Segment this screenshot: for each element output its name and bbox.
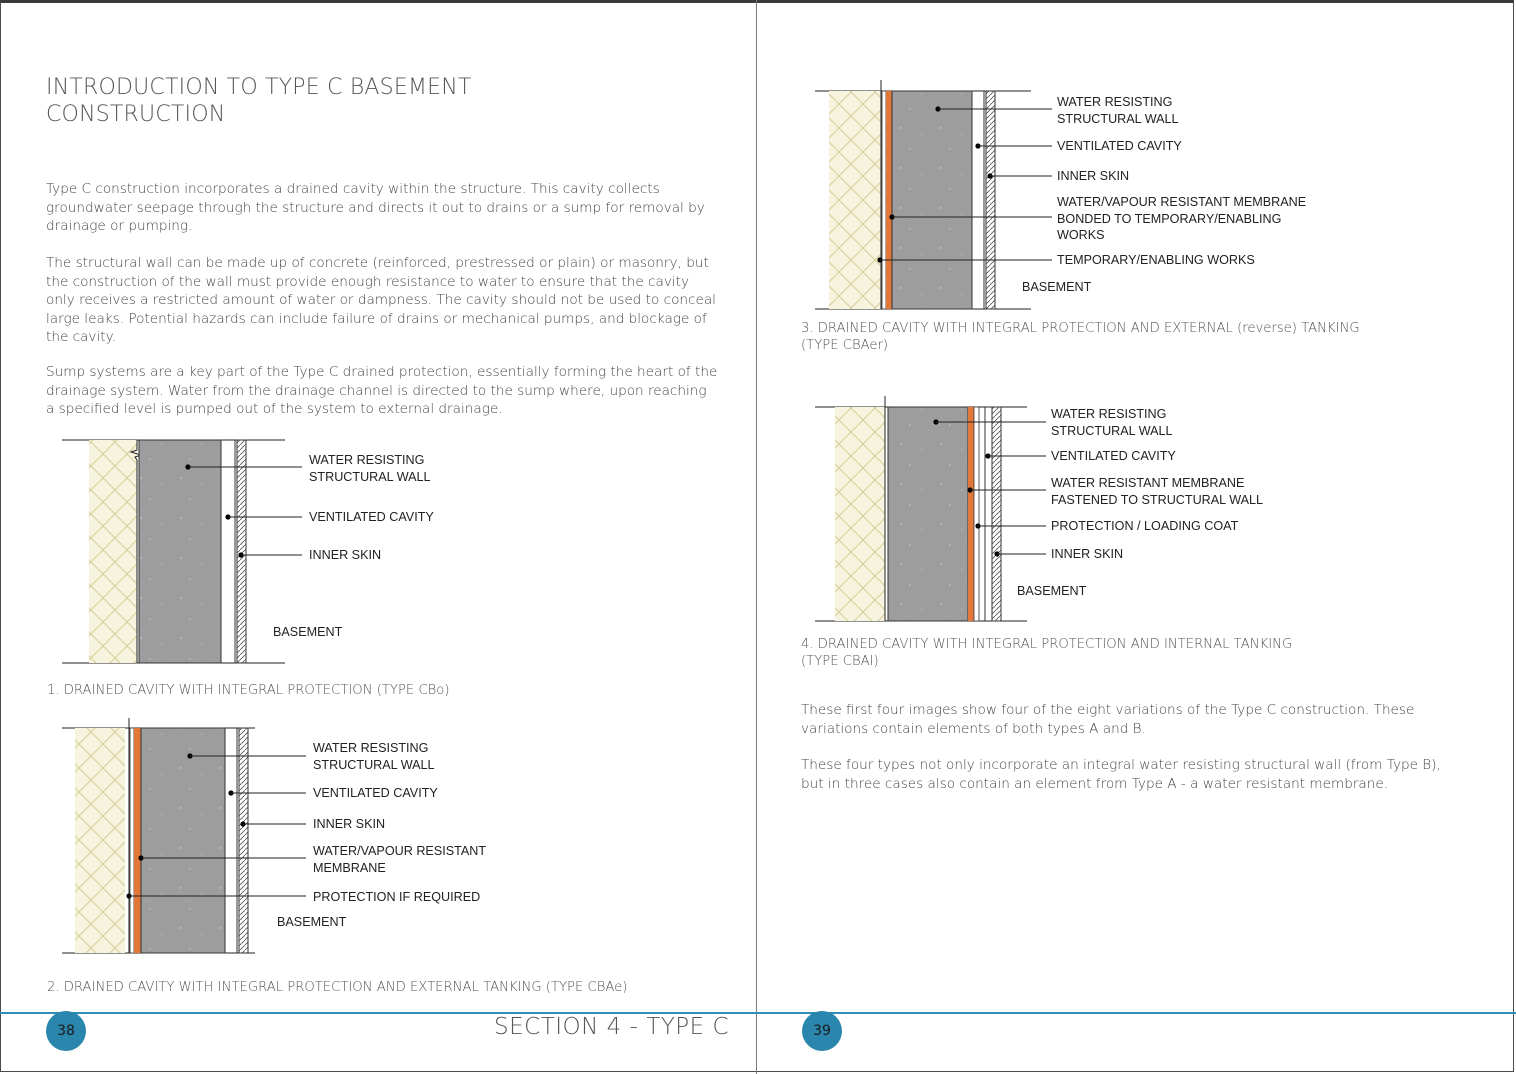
diagram-2-label-ventilated-cavity: VENTILATED CAVITY xyxy=(313,786,438,800)
diagram-4-label-basement: BASEMENT xyxy=(1017,584,1087,598)
right-page-number: 39 xyxy=(802,1011,842,1051)
diagram-2-structural-wall xyxy=(141,728,225,953)
diagram-1-inner-skin xyxy=(237,440,246,663)
section-label: SECTION 4 - TYPE C xyxy=(494,1014,730,1040)
diagram-4-inner-skin xyxy=(992,407,1001,621)
diagram-3-structural-wall xyxy=(892,91,972,309)
diagram-2-section-drawing xyxy=(55,720,315,960)
diagram-3-label-basement: BASEMENT xyxy=(1022,280,1092,294)
diagram-1-label-inner-skin: INNER SKIN xyxy=(309,548,382,562)
diagram-1-section-drawing xyxy=(55,430,305,670)
left-page-number: 38 xyxy=(46,1011,86,1051)
diagram-2-inner-skin xyxy=(239,728,248,953)
types-paragraph: These four types not only incorporate an integral water resisting structural wall (from Type B), but in three cases also contain an element from Type A - a water resistant membrane. xyxy=(801,757,1441,792)
diagram-2-label-inner-skin: INNER SKIN xyxy=(313,817,386,831)
diagram-3-label-enabling-works: TEMPORARY/ENABLING WORKS xyxy=(1057,253,1255,267)
page-title xyxy=(46,74,472,128)
diagram-2-label-structural-wall: WATER RESISTING STRUCTURAL WALL xyxy=(313,741,435,772)
diagram-3-membrane xyxy=(886,91,892,309)
diagram-3-caption: 3. DRAINED CAVITY WITH INTEGRAL PROTECTION AND EXTERNAL (reverse) TANKING (TYPE CBAer) xyxy=(801,321,1360,353)
diagram-4-loading-coat xyxy=(974,407,979,621)
diagram-1-soil xyxy=(89,440,137,663)
footer-rule xyxy=(0,1012,1516,1014)
diagram-1-caption: 1. DRAINED CAVITY WITH INTEGRAL PROTECTION (TYPE CBo) xyxy=(47,683,450,698)
diagram-4-caption: 4. DRAINED CAVITY WITH INTEGRAL PROTECTION AND INTERNAL TANKING (TYPE CBAI) xyxy=(801,637,1293,669)
page-title-line-2: CONSTRUCTION xyxy=(46,102,226,127)
sump-paragraph: Sump systems are a key part of the Type C drained protection, essentially forming the heart of the drainage system. Water from the drainage channel is directed to the sump where, upon reaching a specified level is pumped out of the system to external drainage. xyxy=(46,364,718,417)
page-spine xyxy=(756,0,757,1074)
page-title-line-1: INTRODUCTION TO TYPE C BASEMENT xyxy=(46,75,472,100)
diagram-3-label-structural-wall: WATER RESISTING STRUCTURAL WALL xyxy=(1057,95,1179,126)
diagram-2-soil xyxy=(75,728,125,953)
diagram-2-membrane xyxy=(134,728,141,953)
diagram-3-inner-skin xyxy=(986,91,995,309)
diagram-2-label-protection: PROTECTION IF REQUIRED xyxy=(313,890,481,904)
diagram-4-label-structural-wall: WATER RESISTING STRUCTURAL WALL xyxy=(1051,407,1173,438)
diagram-1-label-basement: BASEMENT xyxy=(273,625,343,639)
intro-paragraph: Type C construction incorporates a drained cavity within the structure. This cavity collects groundwater seepage through the structure and directs it out to drains or a sump for removal by drainage or pumping. xyxy=(46,181,705,234)
diagram-1-structural-wall xyxy=(139,440,221,663)
diagram-2-label-membrane: WATER/VAPOUR RESISTANT MEMBRANE xyxy=(313,844,487,875)
structural-wall-paragraph: The structural wall can be made up of concrete (reinforced, prestressed or plain) or masonry, but the construction of the wall must provide enough resistance to water to ensure that the cavity only receives a restricted amount of water or dampness. The cavity should not be used to conceal large leaks. Potential hazards can include failure of drains or mechanical pumps, and blockage of the cavity. xyxy=(46,255,716,345)
diagram-4-label-loading-coat: PROTECTION / LOADING COAT xyxy=(1051,519,1239,533)
diagram-4-soil xyxy=(835,407,885,621)
diagram-3-label-inner-skin: INNER SKIN xyxy=(1057,169,1130,183)
diagram-1-label-structural-wall: WATER RESISTING STRUCTURAL WALL xyxy=(309,453,431,484)
diagram-3-soil xyxy=(829,91,881,309)
diagram-4-label-ventilated-cavity: VENTILATED CAVITY xyxy=(1051,449,1176,463)
diagram-2-label-basement: BASEMENT xyxy=(277,915,347,929)
variations-paragraph: These first four images show four of the eight variations of the Type C construction. These variations contain elements of both types A and B. xyxy=(801,702,1415,737)
diagram-4-label-inner-skin: INNER SKIN xyxy=(1051,547,1124,561)
diagram-4-section-drawing xyxy=(815,396,1065,636)
diagram-3-label-ventilated-cavity: VENTILATED CAVITY xyxy=(1057,139,1182,153)
diagram-4-membrane xyxy=(968,407,974,621)
diagram-4-structural-wall xyxy=(888,407,968,621)
diagram-2-caption: 2. DRAINED CAVITY WITH INTEGRAL PROTECTION AND EXTERNAL TANKING (TYPE CBAe) xyxy=(47,980,628,995)
diagram-3-label-membrane: WATER/VAPOUR RESISTANT MEMBRANE BONDED TO TEMPORARY/ENABLING WORKS xyxy=(1057,195,1307,242)
diagram-4-label-membrane: WATER RESISTANT MEMBRANE FASTENED TO STRUCTURAL WALL xyxy=(1051,476,1264,507)
diagram-1-label-ventilated-cavity: VENTILATED CAVITY xyxy=(309,510,434,524)
